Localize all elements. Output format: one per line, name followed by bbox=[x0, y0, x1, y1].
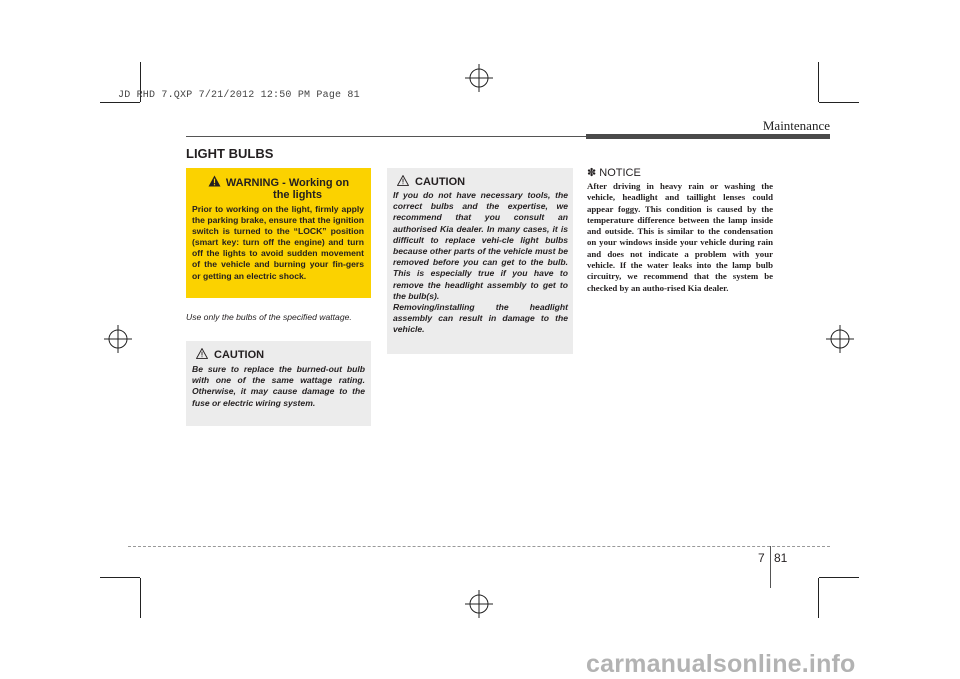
print-slug: JD RHD 7.QXP 7/21/2012 12:50 PM Page 81 bbox=[118, 90, 360, 101]
footer-rule bbox=[128, 546, 830, 547]
caution-title-text: CAUTION bbox=[214, 349, 265, 361]
notice-symbol-icon: ✽ bbox=[587, 167, 597, 179]
notice-body: After driving in heavy rain or washing the vehicle, headlight and taillight lenses could appear foggy. This condition is caused by the temperature difference between the lamp inside and outside. This is similar to the condensation on your windows inside your vehicle during rain and does not indicate a problem with your vehicle. If the water leaks into the lamp bulb circuitry, we recommend that the system be checked by an autho-rised Kia dealer. bbox=[587, 181, 773, 293]
caution-triangle-icon bbox=[196, 348, 208, 359]
warning-triangle-icon bbox=[208, 175, 221, 187]
crop-mark bbox=[818, 62, 819, 102]
warning-body: Prior to working on the light, firmly apply the parking brake, ensure that the ignition switch is turned to the “LOCK” position (smart key: turn off the engine) and turn off the lights to avoid sudden movement of the vehicle and burning your fin-gers or getting an electric shock. bbox=[192, 204, 364, 281]
crop-mark bbox=[819, 102, 859, 103]
caution-title bbox=[397, 175, 465, 188]
caution-paragraph: If you do not have necessary tools, the correct bulbs and the expertise, we recommend that you consult an authorised Kia dealer. In many cases, it is difficult to replace vehi-cle light bulbs because other parts of the vehicle must be removed before you can get to the bulb. This is especially true if you have to remove the headlight assembly to get to the bulb(s). bbox=[393, 190, 568, 301]
header-rule-thick bbox=[586, 134, 830, 139]
page-number: 81 bbox=[774, 551, 788, 565]
caution-title bbox=[196, 348, 264, 361]
caution-body bbox=[393, 190, 568, 336]
crop-mark bbox=[819, 577, 859, 578]
header-rule bbox=[186, 136, 586, 137]
chapter-number: 7 bbox=[758, 551, 765, 565]
warning-title-line1: WARNING - Working on bbox=[225, 177, 350, 189]
caution-triangle-icon bbox=[397, 175, 409, 186]
notice-title bbox=[587, 166, 641, 179]
warning-box bbox=[186, 168, 371, 298]
caution-title-text: CAUTION bbox=[415, 176, 466, 188]
warning-title bbox=[186, 175, 371, 201]
page-heading: LIGHT BULBS bbox=[186, 146, 274, 161]
crop-mark bbox=[100, 102, 140, 103]
caution-paragraph: Removing/installing the headlight assembly can result in damage to the vehicle. bbox=[393, 302, 568, 335]
section-title: Maintenance bbox=[762, 118, 830, 133]
warning-title-line2: the lights bbox=[273, 189, 322, 201]
crop-mark bbox=[100, 577, 140, 578]
registration-mark-icon bbox=[826, 325, 854, 353]
watermark: carmanualsonline.info bbox=[586, 650, 856, 678]
page-divider bbox=[770, 546, 771, 588]
notice-title-text: NOTICE bbox=[599, 167, 641, 179]
crop-mark bbox=[140, 578, 141, 618]
caution-body: Be sure to replace the burned-out bulb with one of the same wattage rating. Otherwise, it may cause damage to the fuse or electric wiring system. bbox=[192, 364, 365, 408]
caution-box-tools bbox=[387, 168, 573, 354]
crop-mark bbox=[818, 578, 819, 618]
registration-mark-icon bbox=[465, 64, 493, 92]
registration-mark-icon bbox=[465, 590, 493, 618]
wattage-note: Use only the bulbs of the specified wattage. bbox=[186, 312, 352, 322]
caution-box-bulb bbox=[186, 341, 371, 426]
registration-mark-icon bbox=[104, 325, 132, 353]
